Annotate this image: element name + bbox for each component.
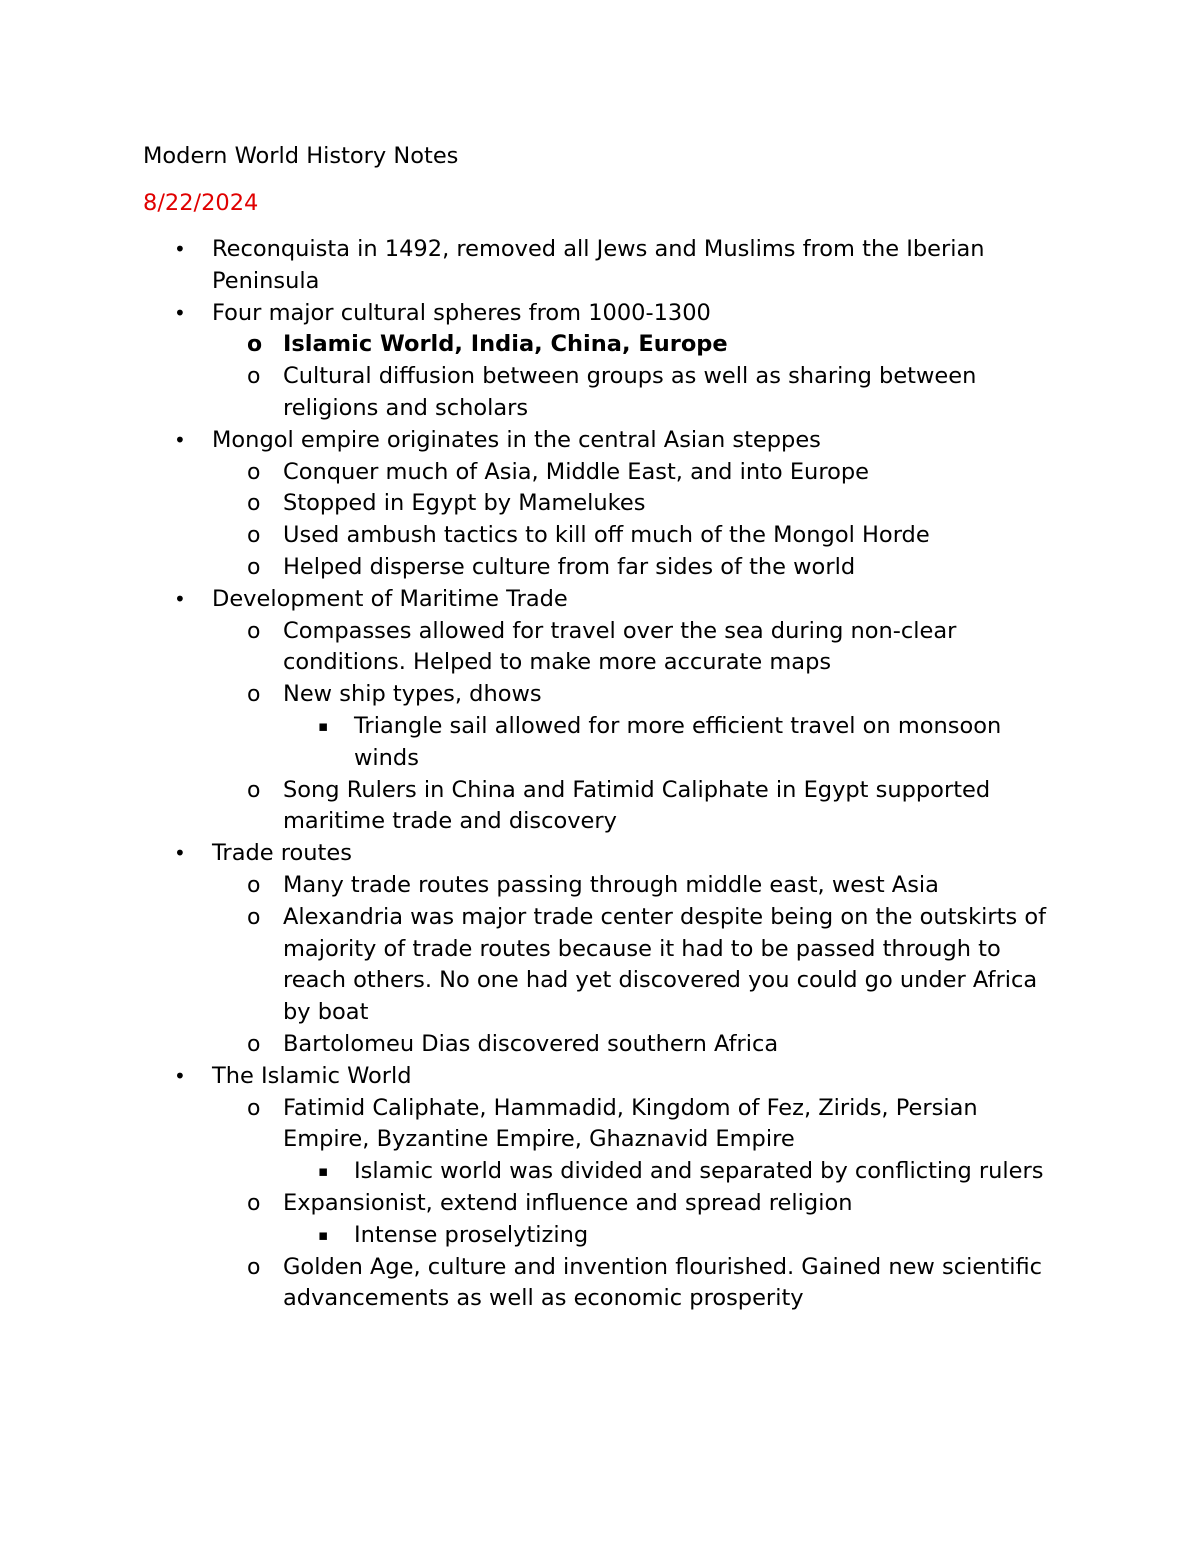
bullet-icon: •: [174, 586, 186, 611]
list-item: [0, 1093, 1200, 1157]
list-item: [0, 234, 1200, 298]
list-item-text: Expansionist, extend influence and spread religion: [283, 1189, 853, 1216]
circle-bullet-icon: o: [247, 1190, 261, 1216]
square-bullet-icon: ▪: [318, 716, 329, 735]
circle-bullet-icon: o: [247, 1254, 261, 1280]
list-item-text: Used ambush tactics to kill off much of the Mongol Horde: [283, 522, 930, 549]
list-item: [0, 711, 1200, 775]
circle-bullet-icon: o: [247, 1031, 261, 1057]
list-item: [0, 775, 1200, 839]
list-item: [0, 902, 1200, 1029]
list-item: [0, 1061, 1200, 1093]
list-item-text: Development of Maritime Trade: [212, 585, 568, 612]
list-item-text: Conquer much of Asia, Middle East, and into Europe: [283, 458, 869, 485]
circle-bullet-icon: o: [247, 364, 261, 390]
bullet-icon: •: [174, 1063, 186, 1088]
list-item-text: Triangle sail allowed for more efficient travel on monsoon winds: [354, 712, 1002, 771]
list-item: [0, 584, 1200, 616]
list-item: [0, 552, 1200, 584]
list-item: [0, 1188, 1200, 1220]
circle-bullet-icon: o: [247, 777, 261, 803]
list-item-text: New ship types, dhows: [283, 681, 542, 708]
bullet-icon: •: [174, 300, 186, 325]
list-item-text: Golden Age, culture and invention flourished. Gained new scientific advancements as well as economic prosperity: [283, 1253, 1043, 1312]
list-item: [0, 488, 1200, 520]
list-item-text: Compasses allowed for travel over the sea during non-clear conditions. Helped to make more accurate maps: [283, 617, 957, 676]
list-item-text: Trade routes: [212, 840, 352, 867]
date-heading: 8/22/2024: [143, 190, 259, 216]
circle-bullet-icon: o: [247, 491, 261, 517]
list-item: [0, 298, 1200, 330]
list-item: [0, 1220, 1200, 1252]
list-item: [0, 1029, 1200, 1061]
list-item-text: Many trade routes passing through middle east, west Asia: [283, 871, 939, 898]
notes-list: [0, 234, 1200, 1315]
circle-bullet-icon: o: [247, 554, 261, 580]
circle-bullet-icon: o: [247, 872, 261, 898]
list-item: [0, 329, 1200, 361]
circle-bullet-icon: o: [247, 523, 261, 549]
list-item: [0, 616, 1200, 680]
list-item-text: Song Rulers in China and Fatimid Caliphate in Egypt supported maritime trade and discovery: [283, 776, 991, 835]
list-item: [0, 520, 1200, 552]
list-item: [0, 870, 1200, 902]
circle-bullet-icon: o: [247, 904, 261, 930]
list-item: [0, 361, 1200, 425]
list-item: [0, 457, 1200, 489]
list-item-text: Reconquista in 1492, removed all Jews and Muslims from the Iberian Peninsula: [212, 236, 985, 294]
list-item-text: Bartolomeu Dias discovered southern Africa: [283, 1030, 779, 1057]
list-item: [0, 425, 1200, 457]
list-item-text: Cultural diffusion between groups as well as sharing between religions and scholars: [283, 363, 977, 421]
circle-bullet-icon: o: [247, 459, 261, 485]
bullet-icon: •: [174, 841, 186, 866]
circle-bullet-icon: o: [247, 618, 261, 644]
bullet-icon: •: [174, 427, 186, 452]
list-item: [0, 1252, 1200, 1316]
page-title: Modern World History Notes: [143, 143, 459, 169]
list-item-text: Fatimid Caliphate, Hammadid, Kingdom of Fez, Zirids, Persian Empire, Byzantine Empire, Ghaznavid Empire: [283, 1094, 978, 1153]
circle-bullet-icon: o: [247, 1095, 261, 1121]
list-item-text: Stopped in Egypt by Mamelukes: [283, 490, 646, 517]
bullet-icon: •: [174, 237, 186, 261]
list-item-text: Helped disperse culture from far sides of the world: [283, 553, 856, 580]
circle-bullet-icon: o: [247, 332, 263, 358]
list-item-text: Intense proselytizing: [354, 1221, 589, 1248]
list-item-text: Islamic world was divided and separated by conflicting rulers: [354, 1158, 1044, 1185]
list-item: [0, 838, 1200, 870]
list-item: [0, 1156, 1200, 1188]
square-bullet-icon: ▪: [318, 1162, 329, 1181]
list-item-text: The Islamic World: [212, 1062, 412, 1089]
circle-bullet-icon: o: [247, 682, 261, 708]
list-item-text: Four major cultural spheres from 1000-1300: [212, 299, 711, 326]
list-item: [0, 679, 1200, 711]
list-item-text: Mongol empire originates in the central Asian steppes: [212, 426, 821, 453]
list-item-text: Alexandria was major trade center despite being on the outskirts of majority of trade routes because it had to be passed through to reach others. No one had yet discovered you could go under Africa by boat: [283, 903, 1047, 1026]
list-item-text: Islamic World, India, China, Europe: [283, 331, 728, 358]
square-bullet-icon: ▪: [318, 1225, 329, 1244]
